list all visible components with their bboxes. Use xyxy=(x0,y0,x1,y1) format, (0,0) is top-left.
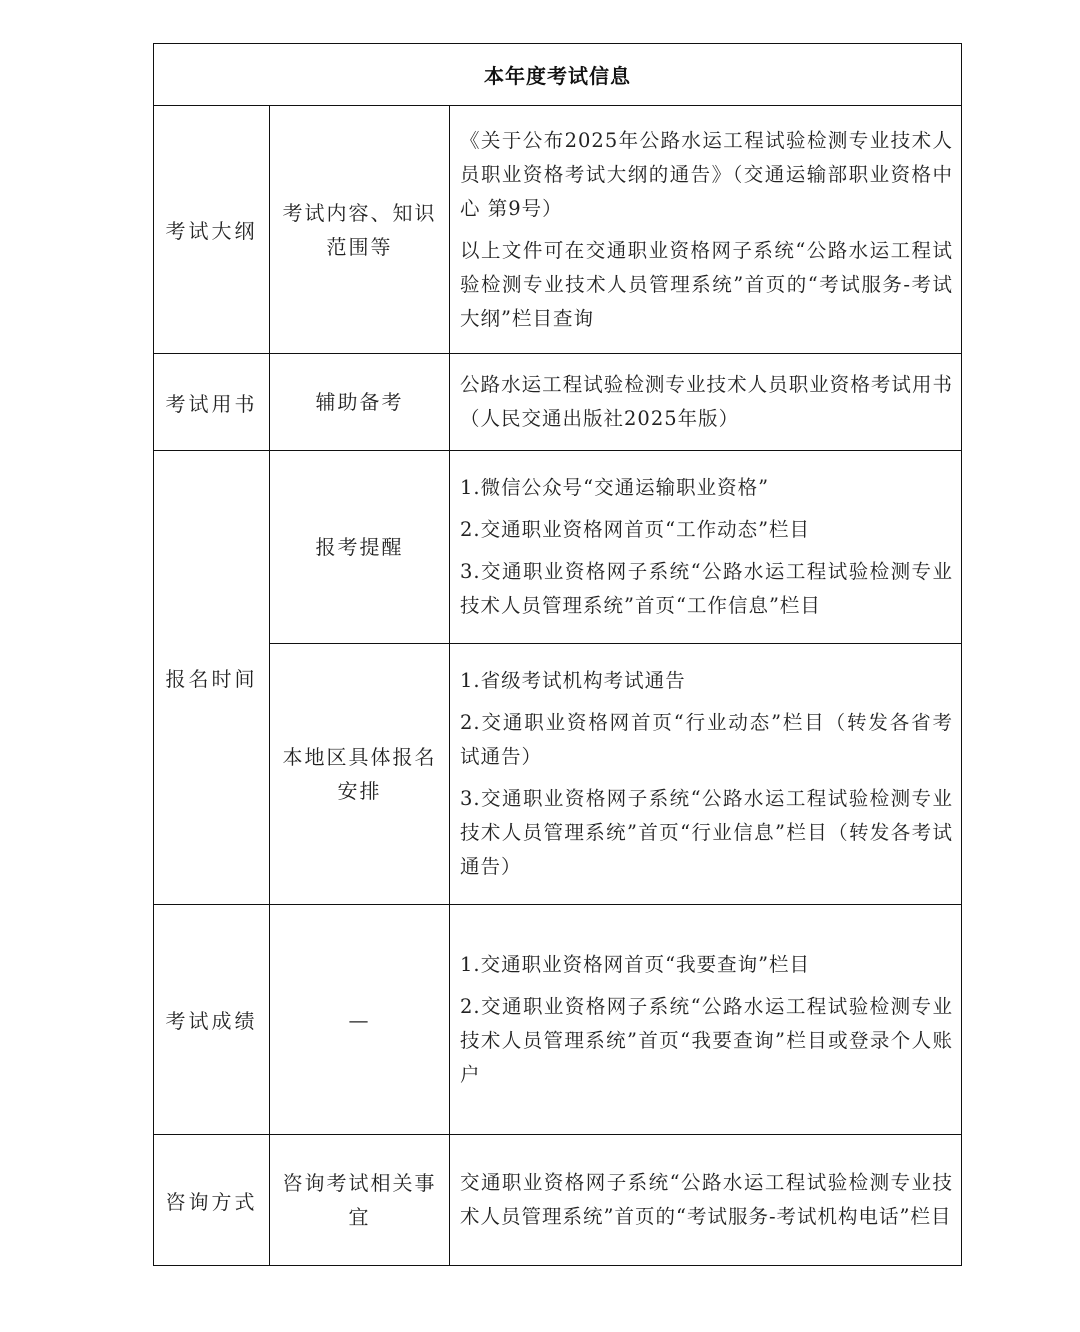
details-syllabus xyxy=(450,106,962,354)
table-row xyxy=(154,106,962,354)
detail-text: 1.省级考试机构考试通告 xyxy=(460,669,686,692)
detail-text: 1.交通职业资格网首页“我要查询”栏目 xyxy=(460,952,811,976)
item-registration-reminder: 报考提醒 xyxy=(270,451,450,644)
details-registration-reminder xyxy=(450,451,962,644)
category-contact: 咨询方式 xyxy=(154,1135,270,1266)
detail-text: 3.交通职业资格网子系统“公路水运工程试验检测专业技术人员管理系统”首页“行业信息”栏目（转发各考试通告） xyxy=(460,787,954,878)
exam-info-table xyxy=(153,43,962,1266)
item-registration-local: 本地区具体报名安排 xyxy=(270,644,450,905)
table-row xyxy=(154,354,962,451)
detail-text: 公路水运工程试验检测专业技术人员职业资格考试用书（人民交通出版社2025年版） xyxy=(460,373,954,430)
detail-text: 以上文件可在交通职业资格网子系统“公路水运工程试验检测专业技术人员管理系统”首页的“考试服务-考试大纲”栏目查询 xyxy=(460,238,954,330)
details-registration-local xyxy=(450,644,962,905)
table-row xyxy=(154,451,962,644)
detail-text: 1.微信公众号“交通运输职业资格” xyxy=(460,476,770,499)
category-registration: 报名时间 xyxy=(154,451,270,905)
table-row xyxy=(154,1135,962,1266)
item-books: 辅助备考 xyxy=(270,354,450,451)
details-scores xyxy=(450,905,962,1135)
category-scores: 考试成绩 xyxy=(154,905,270,1135)
detail-text: 2.交通职业资格网首页“行业动态”栏目（转发各省考试通告） xyxy=(460,711,954,768)
table-title-row xyxy=(154,44,962,106)
details-books xyxy=(450,354,962,451)
dash-text: — xyxy=(348,1007,371,1032)
table-row xyxy=(154,905,962,1135)
category-syllabus: 考试大纲 xyxy=(154,106,270,354)
table-row xyxy=(154,644,962,905)
detail-text: 2.交通职业资格网子系统“公路水运工程试验检测专业技术人员管理系统”首页“我要查询”栏目或登录个人账户 xyxy=(460,994,954,1086)
item-contact: 咨询考试相关事宜 xyxy=(270,1135,450,1266)
details-contact xyxy=(450,1135,962,1266)
detail-text: 3.交通职业资格网子系统“公路水运工程试验检测专业技术人员管理系统”首页“工作信息”栏目 xyxy=(460,560,954,617)
detail-text: 交通职业资格网子系统“公路水运工程试验检测专业技术人员管理系统”首页的“考试服务-考试机构电话”栏目 xyxy=(460,1171,954,1228)
item-scores xyxy=(270,905,450,1135)
item-syllabus-scope: 考试内容、知识范围等 xyxy=(270,106,450,354)
table-title: 本年度考试信息 xyxy=(154,44,962,106)
detail-text: 《关于公布2025年公路水运工程试验检测专业技术人员职业资格考试大纲的通告》（交通运输部职业资格中心 第9号） xyxy=(460,128,954,220)
category-books: 考试用书 xyxy=(154,354,270,451)
detail-text: 2.交通职业资格网首页“工作动态”栏目 xyxy=(460,518,811,541)
